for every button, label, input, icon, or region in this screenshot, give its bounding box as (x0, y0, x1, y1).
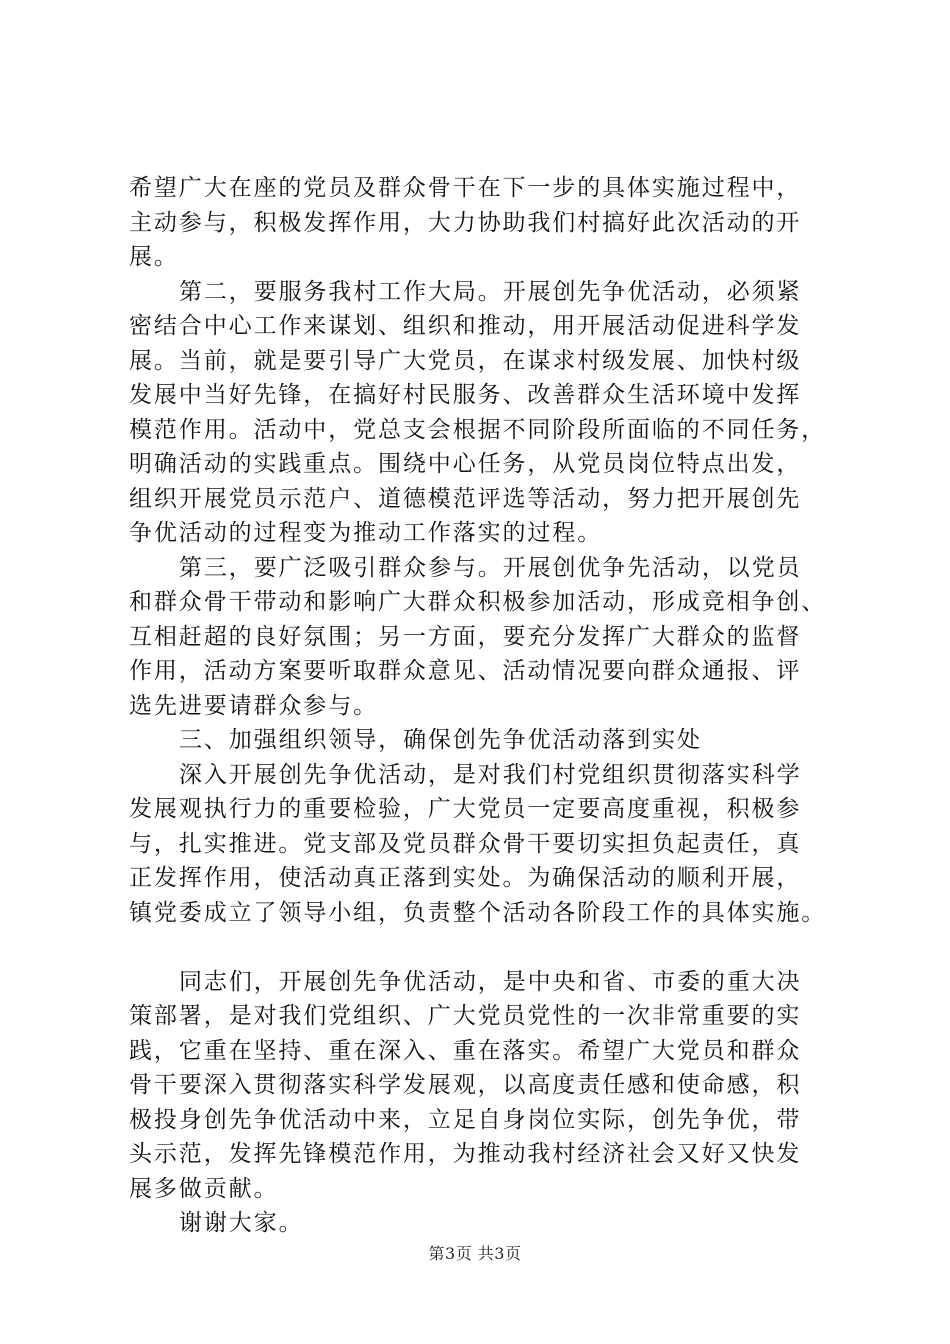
text-line: 与，扎实推进。党支部及党员群众骨干要切实担负起责任，真 (129, 830, 802, 857)
text-line: 主动参与，积极发挥作用，大力协助我们村搞好此次活动的开 (129, 209, 802, 236)
text-line: 展。当前，就是要引导广大党员，在谋求村级发展、加快村级 (129, 347, 802, 374)
text-line: 策部署，是对我们党组织、广大党员党性的一次非常重要的实 (129, 1003, 802, 1029)
paragraph-start-line: 深入开展创先争优活动，是对我们村党组织贯彻落实科学 (179, 761, 802, 788)
text-line: 作用，活动方案要听取群众意见、活动情况要向群众通报、评 (129, 658, 802, 684)
paragraph-start-line: 第二，要服务我村工作大局。开展创先争优活动，必须紧 (179, 278, 802, 305)
text-line: 镇党委成立了领导小组，负责整个活动各阶段工作的具体实施。 (129, 899, 827, 926)
text-line: 头示范，发挥先锋模范作用，为推动我村经济社会又好又快发 (129, 1141, 802, 1167)
speech-body (129, 171, 847, 1241)
text-line: 明确活动的实践重点。围绕中心任务，从党员岗位特点出发， (129, 451, 802, 477)
blank-line (129, 930, 847, 965)
text-line: 争优活动的过程变为推动工作落实的过程。 (129, 520, 603, 546)
text-line: 希望广大在座的党员及群众骨干在下一步的具体实施过程中， (129, 175, 802, 201)
paragraph-start-line: 第三，要广泛吸引群众参与。开展创优争先活动，以党员 (179, 554, 802, 581)
text-line: 骨干要深入贯彻落实科学发展观，以高度责任感和使命感，积 (129, 1072, 802, 1098)
text-line: 密结合中心工作来谋划、组织和推动，用开展活动促进科学发 (129, 313, 802, 339)
text-line: 践，它重在坚持、重在深入、重在落实。希望广大党员和群众 (129, 1037, 802, 1064)
text-line: 发展中当好先锋，在搞好村民服务、改善群众生活环境中发挥 (129, 382, 802, 408)
text-line: 发展观执行力的重要检验，广大党员一定要高度重视，积极参 (129, 796, 802, 822)
text-line: 选先进要请群众参与。 (129, 692, 378, 719)
text-line: 组织开展党员示范户、道德模范评选等活动，努力把开展创先 (129, 485, 802, 512)
text-line: 和群众骨干带动和影响广大群众积极参加活动，形成竞相争创、 (129, 589, 827, 615)
text-line: 展多做贡献。 (129, 1175, 279, 1202)
text-line: 正发挥作用，使活动真正落到实处。为确保活动的顺利开展， (129, 865, 802, 891)
text-line: 互相赶超的良好氛围；另一方面，要充分发挥广大群众的监督 (129, 623, 802, 650)
section-heading: 三、加强组织领导，确保创先争优活动落到实处 (179, 727, 702, 753)
paragraph-start-line: 同志们，开展创先争优活动，是中央和省、市委的重大决 (179, 968, 802, 995)
text-line: 展。 (129, 244, 179, 270)
page-number-footer: 第3页 共3页 (428, 1244, 522, 1263)
text-line: 模范作用。活动中，党总支会根据不同阶段所面临的不同任务， (129, 416, 827, 443)
closing-line: 谢谢大家。 (179, 1210, 304, 1236)
text-line: 极投身创先争优活动中来，立足自身岗位实际，创先争优，带 (129, 1106, 802, 1133)
